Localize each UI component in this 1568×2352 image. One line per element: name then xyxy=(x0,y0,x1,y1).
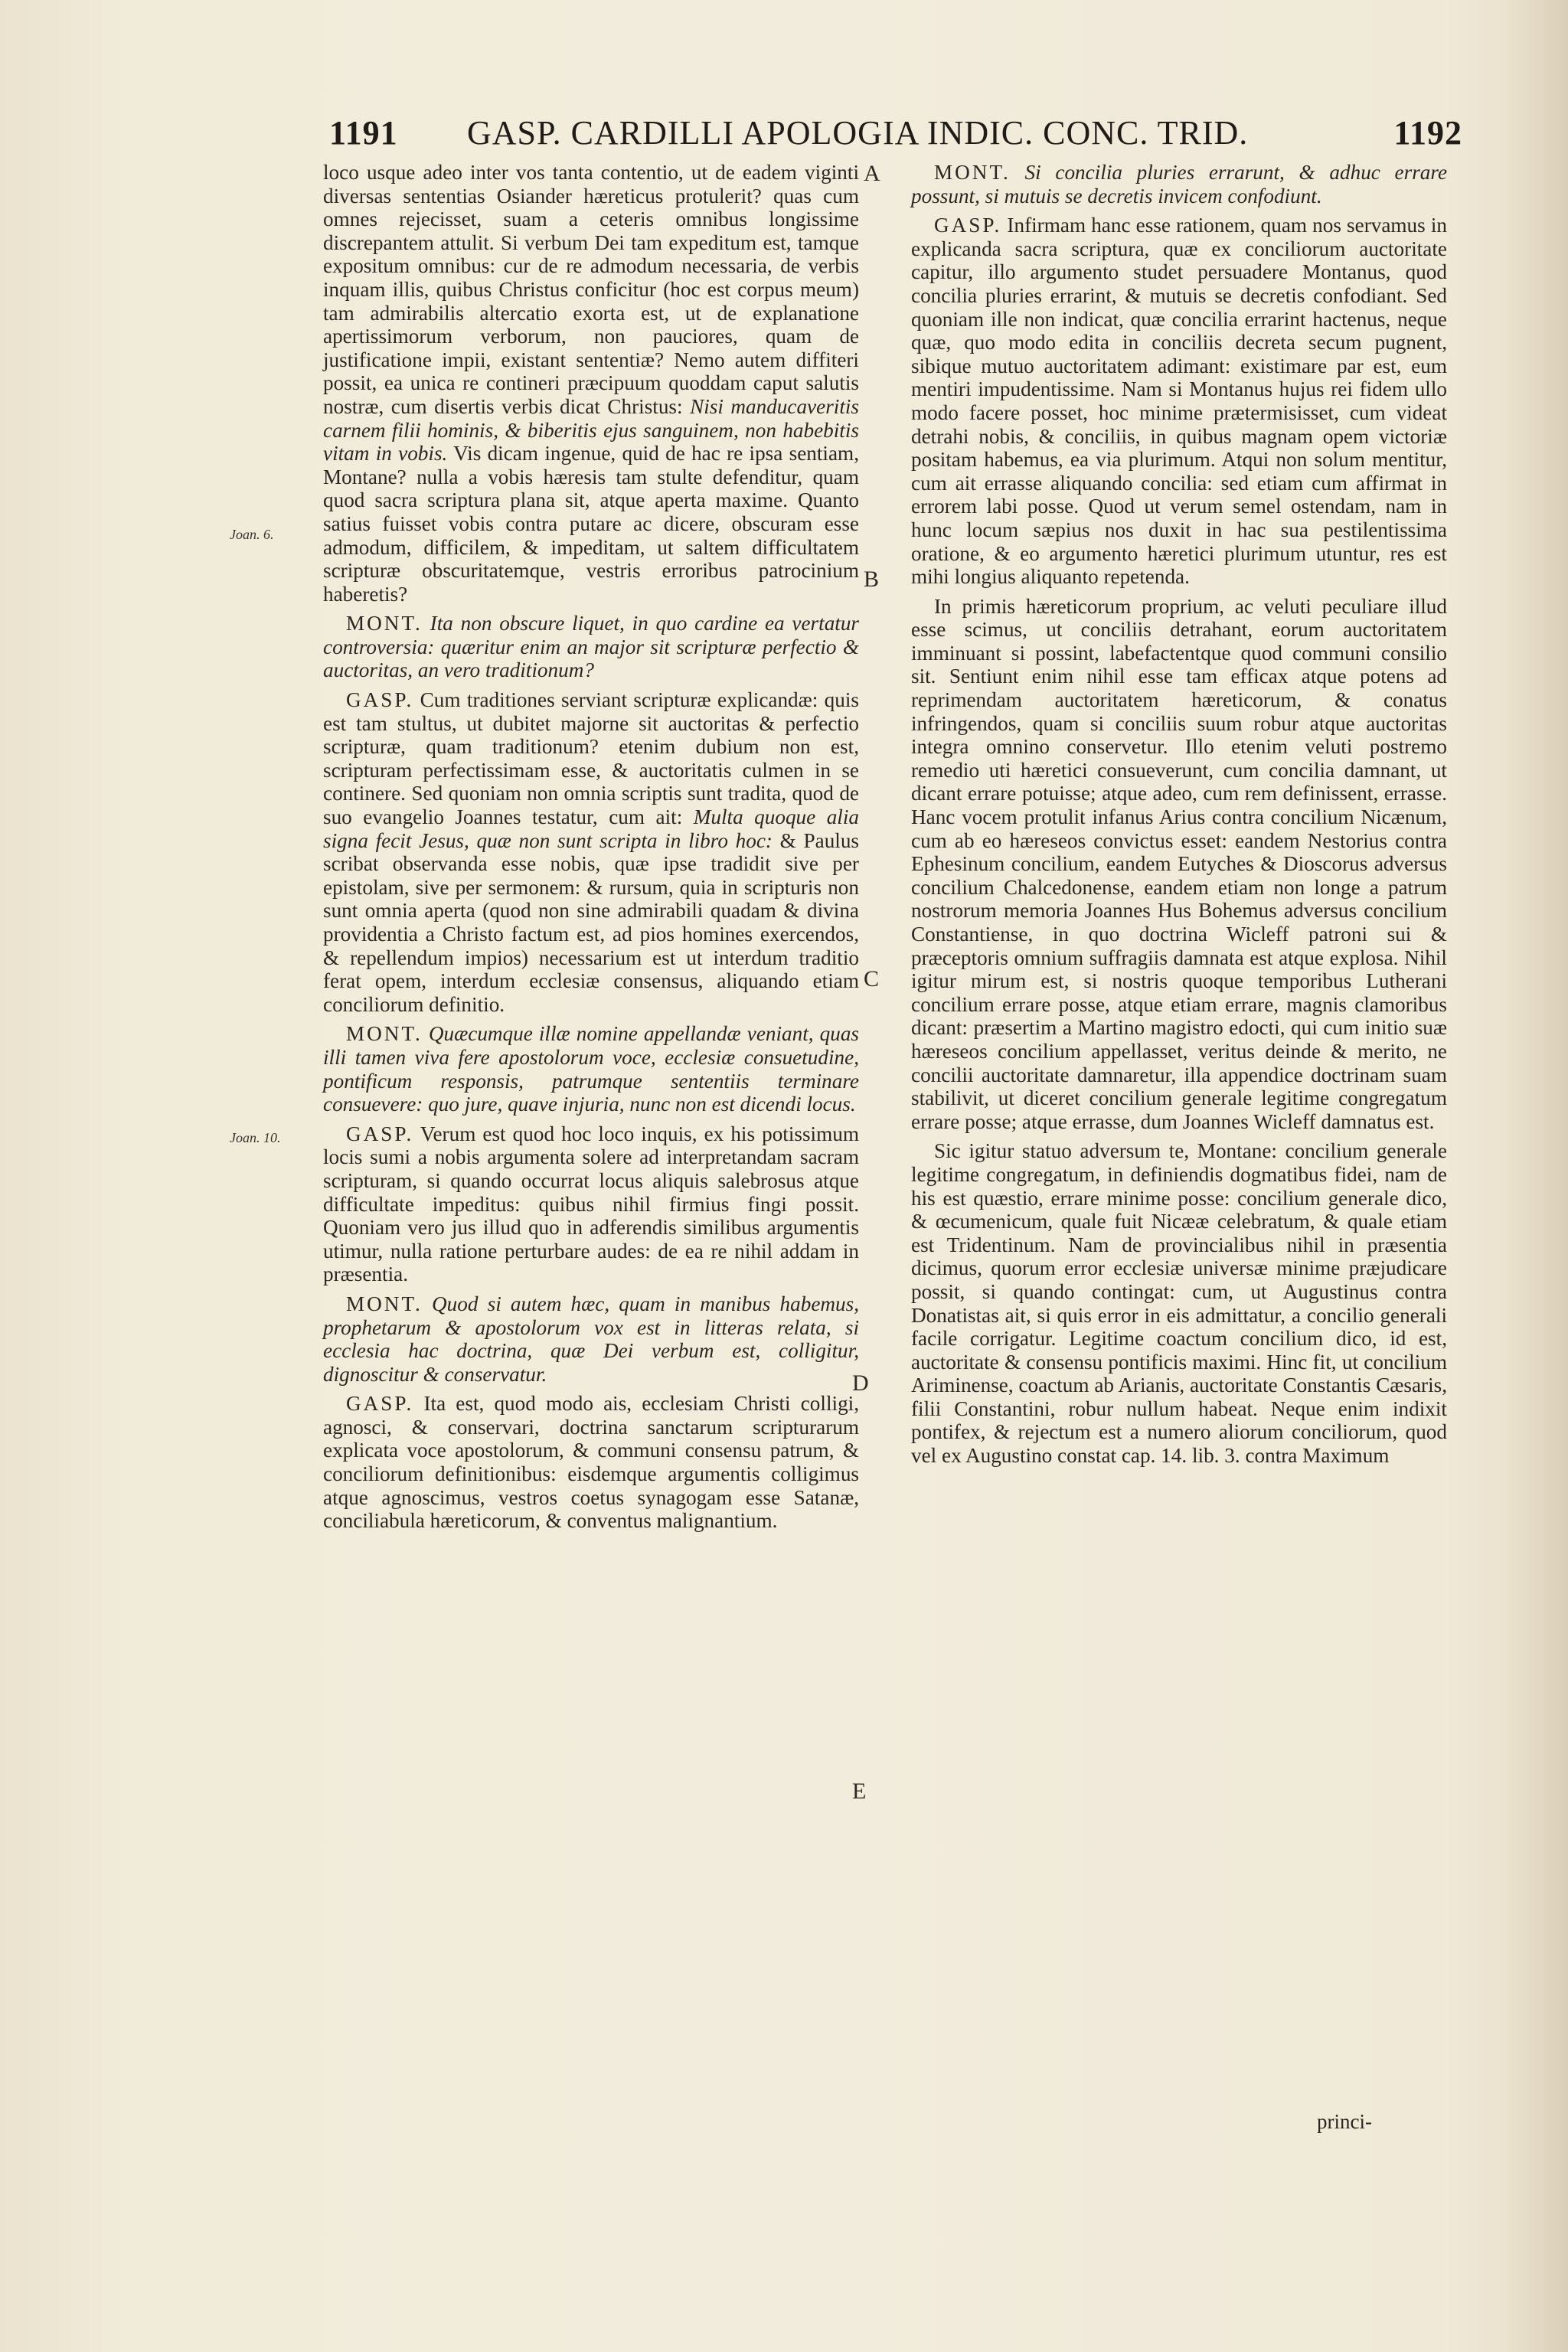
paragraph: Sic igitur statuo adversum te, Montane: concilium generale legitime congregatum, in definiendis dogmatibus fidei, nam de his est quæstio, errare minime posse: concilium generale dico, & œcumenicum, quale fuit Nicææ celebratum, & quale etiam est Tridentinum. Nam de provincialibus nihil in præsentia dicimus, quorum error ecclesiæ universæ minime præjudicare possit, si quando contingat: cum, ut Augustinus contra Donatistas ait, si quis error in eis admittatur, a concilio generali facile corrigatur. Legitime coactum concilium dico, id est, auctoritate & consensu pontificis maximi. Hinc fit, ut concilium Ariminense, coactum ab Arianis, auctoritate Constantis Cæsaris, filii Constantini, robur nullum habeat. Neque enim indixit pontifex, & rejectum est a numero aliorum conciliorum, quod vel ex Augustino constat cap. 14. lib. 3. contra Maximum xyxy=(911,1139,1447,1468)
speaker-label: MONT. xyxy=(346,1022,423,1046)
speaker-label: MONT. xyxy=(346,1292,423,1315)
paragraph: In primis hæreticorum proprium, ac veluti peculiare illud esse scimus, ut conciliis detrahant, eorum auctoritatem imminuant si possint, labefactentque quod communi consilio sit. Sentiunt enim nihil esse tam efficax atque potens ad reprimendam auctoritatem hæreticorum, & conatus infringendos, quam si conciliis suum robur atque auctoritas integra omnino conservetur. Illo etenim veluti postremo remedio uti hæretici consueverunt, cum concilia damnant, ut dicant errare potuisse; atque adeo, cum rem definissent, errasse. Hanc vocem protulit infanus Arius contra concilium Nicænum, cum ab eo hæreseos convictus esset: eandem Nestorius contra Ephesinum concilium, eandem Eutyches & Dioscorus adversus concilium Chalcedonense, eandem etiam non longe a patrum nostrorum memoria Joannes Hus Bohemus adversus concilium Constantiense, in quo doctrina Wicleff patroni sui & præceptoris omnium suffragiis damnata est atque explosa. Nihil igitur mirum est, si nostris quoque temporibus Lutherani concilium errare posse, atque etiam errare, magnis clamoribus dicant: præsertim a Martino magistro edocti, qui cum initio suæ hæreseos concilium appellasset, veritus deinde & merito, ne concilii auctoritate damnaretur, illa appendice doctrinam suam stabilivit, ut diceret concilium generale legitime congregatum errare posse; atque errasse, dum Joannes Wicleff damnatus est. xyxy=(911,594,1447,1133)
speech-text: Ita non obscure liquet, in quo cardine ea vertatur controversia: quæritur enim an major sit scripturæ perfectio & auctoritas, an vero traditionum? xyxy=(323,612,860,682)
speech-text: Verum est quod hoc loco inquis, ex his potissimum locis sumi a nobis argumenta solere ad interpretandam sacram scripturam, si quando occurrat locus aliquis salebrosus atque difficultate impeditus: quibus nihil firmius fingi possit. Quoniam vero jus illud quo in adferendis similibus argumentis utimur, nulla ratione perturbare audes: de ea re nihil addam in præsentia. xyxy=(323,1122,860,1286)
catchword: princi- xyxy=(1317,2110,1372,2133)
running-title: GASP. CARDILLI APOLOGIA INDIC. CONC. TRID. xyxy=(467,114,1249,152)
speaker-label: MONT. xyxy=(346,612,423,635)
dialogue-paragraph xyxy=(911,214,1447,589)
scripture-quote: Nisi manducaveritis carnem filii hominis, & biberitis ejus sanguinem, non habebitis vitam in vobis. xyxy=(323,394,860,466)
scripture-quote: Multa quoque alia signa fecit Jesus, quæ non sunt scripta in libro hoc: xyxy=(323,805,860,852)
section-marker-a: A xyxy=(864,161,880,186)
speaker-label: GASP. xyxy=(934,214,1002,237)
section-marker-d: D xyxy=(852,1370,869,1396)
margin-note-joan10: Joan. 10. xyxy=(230,1130,281,1145)
speech-text: Si concilia pluries errarunt, & adhuc errare possunt, si mutuis se decretis invicem confodiunt. xyxy=(911,161,1448,207)
left-column xyxy=(323,161,859,1539)
speaker-label: MONT. xyxy=(934,161,1011,184)
dialogue-paragraph xyxy=(323,1022,859,1116)
dialogue-paragraph xyxy=(911,161,1447,207)
paragraph xyxy=(323,161,859,606)
speech-text: Quod si autem hæc, quam in manibus habemus, prophetarum & apostolorum vox est in litteras relata, si ecclesia hac doctrina, quæ Dei verbum est, colligitur, dignoscitur & conservatur. xyxy=(323,1292,860,1386)
dialogue-paragraph xyxy=(323,1292,859,1386)
speech-text: Cum traditiones serviant scripturæ explicandæ: quis est tam stultus, ut dubitet majorne sit auctoritas & perfectio scripturæ, quam traditionum? etenim dubium non est, scripturam perfectissimam esse, & auctoritatis culmen in se continere. Sed quoniam non omnia scriptis sunt tradita, quod de suo evangelio Joannes testatur, cum ait: xyxy=(323,688,860,829)
text-run: loco usque adeo inter vos tanta contentio, ut de eadem viginti diversas sententias Osiander hæreticus protulerit? quas cum omnes rejecisset, suam a ceteris omnibus longissime discrepantem attulit. Si verbum Dei tam expeditum est, tamque expositum omnibus: cur de re admodum necessaria, de verbis inquam illis, quibus Christus conficitur (hoc est corpus meum) tam admirabilis altercatio exorta est, ut de explanatione apertissimorum verborum, non pauciores, quam de justificatione impii, existant sententiæ? Nemo autem diffiteri possit, ea unica re contineri præcipuum quoddam caput salutis nostræ, cum disertis verbis dicat Christus: xyxy=(323,161,859,418)
dialogue-paragraph xyxy=(323,1122,859,1286)
section-marker-b: B xyxy=(864,567,880,592)
margin-note-joan6: Joan. 6. xyxy=(230,527,274,542)
section-marker-c: C xyxy=(864,966,880,991)
page-number-right: 1192 xyxy=(1393,114,1462,152)
dialogue-paragraph xyxy=(323,688,859,1016)
page-edge-shadow xyxy=(1507,0,1568,2352)
section-marker-e: E xyxy=(852,1779,867,1804)
speaker-label: GASP. xyxy=(346,688,414,712)
text-run: Vis dicam ingenue, quid de hac re ipsa sentiam, Montane? nulla a vobis hæresis tam stulte defenditur, quam quod sacra scriptura plana sit, atque aperta maxime. Quanto satius fuisset vobis contra putare ac dicere, obscuram esse admodum, difficilem, & impeditam, ut saltem difficultatem scripturæ obscuritatemque, vestris erroribus patrocinium haberetis? xyxy=(323,442,859,606)
dialogue-paragraph xyxy=(323,1392,859,1533)
running-header xyxy=(329,113,1462,156)
speech-text: Quæcumque illæ nomine appellandæ veniant, quas illi tamen viva fere apostolorum voce, ecclesiæ consuetudine, pontificum responsis, patrumque sententiis terminare consuevere: quo jure, quave injuria, nunc non est dicendi locus. xyxy=(323,1022,859,1116)
speech-text: Infirmam hanc esse rationem, quam nos servamus in explicanda sacra scriptura, quæ ex conciliorum auctoritate capitur, illo argumento studet persuadere Montanus, quod concilia pluries errarint, & mutuis se decretis confodiant. Sed quoniam ille non indicat, quæ concilia errarint hactenus, neque quæ, quo modo edita in conciliis decreta secum pugnent, sibique mutuo auctoritatem adimant: existimare par est, eum mentiri impudentissime. Nam si Montanus hujus rei fidem ullo modo facere posset, hoc minime prætermisisset, cum videat detrahi nobis, & conciliis, in quibus magnam opem victoriæ positam habemus, ea via plurimum. Atqui non solum mentitur, cum ait errasse aliquando concilia: sed etiam cum affirmat in errorem labi posse. Quod ut verum semel ostendam, nam in hunc locum sæpius nos duxit in hac sua pestilentissima oratione, & eo argumento hæretici plurimum utuntur, res est mihi longius aliquanto repetenda. xyxy=(911,214,1447,589)
dialogue-paragraph xyxy=(323,612,859,682)
speech-text: Ita est, quod modo ais, ecclesiam Christi colligi, agnosci, & conservari, doctrina sanctarum scripturarum explicata voce apostolorum, & communi consensu patrum, & conciliorum definitionibus: eisdemque argumentis colligimus atque agnoscimus, vestros coetus synagogam esse Satanæ, conciliabula hæreticorum, & conventus malignantium. xyxy=(323,1392,860,1533)
speaker-label: GASP. xyxy=(346,1122,414,1145)
right-column xyxy=(911,161,1447,1474)
speech-text: & Paulus scribat observanda esse nobis, quæ ipse tradidit sive per epistolam, sive per sermonem: & rursum, quia in scripturis non sunt omnia aperta (quod non sine admirabili quadam & divina providentia a Christo factum est, ad pios homines exercendos, & repellendum impios) necessarium est ut interdum traditio ferat opem, interdum ecclesiæ consensus, aliquando etiam conciliorum definitio. xyxy=(323,828,860,1016)
speaker-label: GASP. xyxy=(346,1392,414,1416)
page-number-left: 1191 xyxy=(329,114,398,152)
